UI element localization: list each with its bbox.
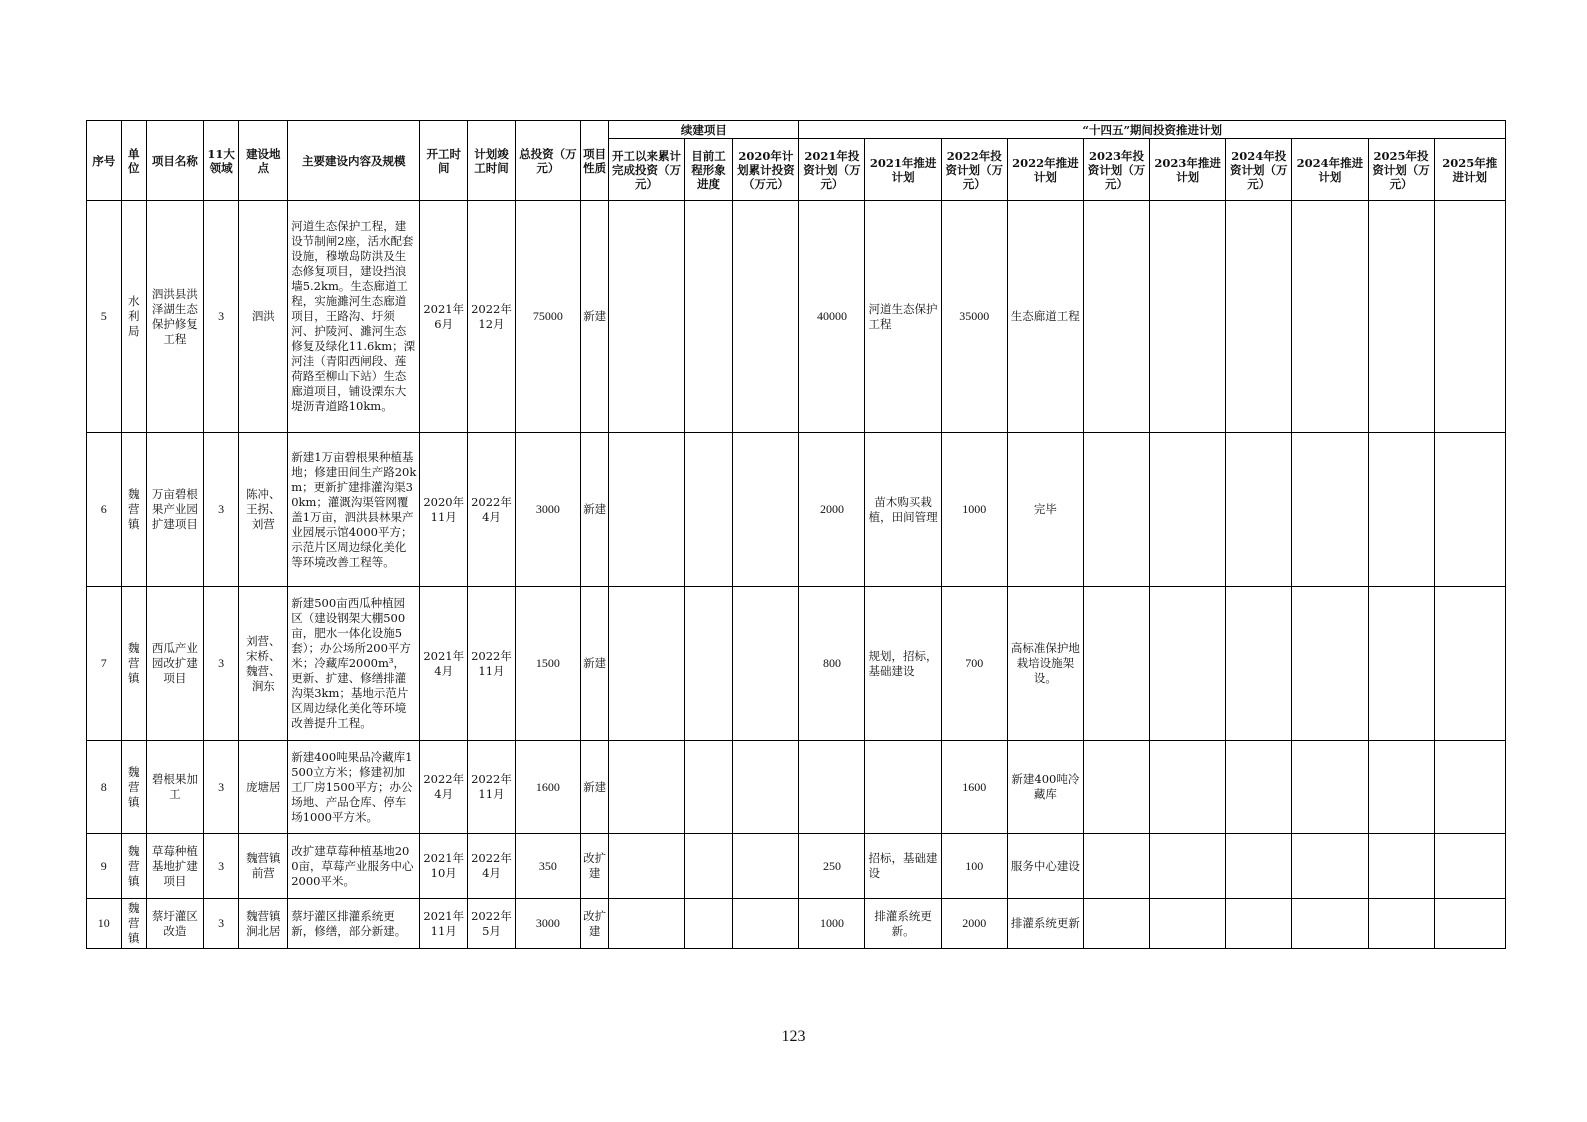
cell-y2023-inv: [1083, 433, 1149, 587]
cell-cont-2020: [733, 741, 799, 834]
cell-unit: 魏营镇: [121, 741, 146, 834]
cell-y2023-plan: [1150, 201, 1226, 433]
cell-y2023-inv: [1083, 741, 1149, 834]
cell-seq: 5: [87, 201, 122, 433]
table-row: [87, 834, 1506, 899]
cell-y2022-plan: 排灌系统更新: [1007, 899, 1083, 949]
cell-y2021-plan: 河道生态保护工程: [865, 201, 941, 433]
cell-name: 泗洪县洪泽湖生态保护修复工程: [146, 201, 203, 433]
cell-cont-progress: [684, 834, 733, 899]
cell-seq: 7: [87, 587, 122, 741]
col-header-2025-plan: 2025年推进计划: [1434, 139, 1505, 201]
cell-content: 新建400吨果品冷藏库1500立方米；修建初加工厂房1500平方；办公场地、产品仓库、停车场1000平方米。: [288, 741, 420, 834]
cell-cont-cum: [609, 587, 684, 741]
cell-seq: 10: [87, 899, 122, 949]
cell-y2024-inv: [1226, 587, 1292, 741]
cell-y2021-plan: 苗木购买栽植，田间管理: [865, 433, 941, 587]
cell-y2025-inv: [1368, 587, 1434, 741]
cell-content: 河道生态保护工程，建设节制闸2座，活水配套设施，穆墩岛防洪及生态修复项目，建设挡浪墙5.2km。生态廊道工程，实施濉河生态廊道项目，王路沟、圩须河、护陵河、濉河生态修复及绿化11.6km；溧河洼（青阳西闸段、莲荷路至柳山下站）生态廊道项目，铺设溧东大堤沥青道路10km。: [288, 201, 420, 433]
cell-location: 魏营镇涧北居: [239, 899, 288, 949]
group-header-plan: “十四五”期间投资推进计划: [799, 121, 1506, 139]
cell-start: 2021年10月: [420, 834, 468, 899]
cell-y2025-inv: [1368, 433, 1434, 587]
cell-cont-progress: [684, 899, 733, 949]
cell-cont-2020: [733, 899, 799, 949]
cell-content: 新建1万亩碧根果种植基地；修建田间生产路20km；更新扩建排灌沟渠30km；灌溉沟渠管网覆盖1万亩，泗洪县林果产业园展示馆4000平方；示范片区周边绿化美化等环境改善工程等。: [288, 433, 420, 587]
cell-y2024-plan: [1292, 433, 1368, 587]
cell-unit: 水利局: [121, 201, 146, 433]
cell-nature: 改扩建: [580, 834, 608, 899]
cell-seq: 9: [87, 834, 122, 899]
cell-location: 泗洪: [239, 201, 288, 433]
cell-cont-cum: [609, 433, 684, 587]
cell-location: 刘营、宋桥、魏营、涧东: [239, 587, 288, 741]
col-header-name: 项目名称: [146, 121, 203, 201]
cell-y2022-plan: 完毕: [1007, 433, 1083, 587]
col-header-field: 11大领域: [203, 121, 239, 201]
col-header-cont-progress: 目前工程形象进度: [684, 139, 733, 201]
cell-nature: 新建: [580, 433, 608, 587]
cell-finish: 2022年11月: [468, 587, 516, 741]
cell-field: 3: [203, 834, 239, 899]
cell-cont-progress: [684, 433, 733, 587]
cell-total: 1600: [515, 741, 580, 834]
cell-total: 3000: [515, 899, 580, 949]
cell-field: 3: [203, 433, 239, 587]
group-header-continuing: 续建项目: [609, 121, 799, 139]
page-number: 123: [781, 1028, 806, 1045]
cell-y2022-plan: 服务中心建设: [1007, 834, 1083, 899]
cell-y2025-inv: [1368, 741, 1434, 834]
cell-unit: 魏营镇: [121, 899, 146, 949]
cell-start: 2021年4月: [420, 587, 468, 741]
cell-y2022-plan: 生态廊道工程: [1007, 201, 1083, 433]
cell-field: 3: [203, 201, 239, 433]
cell-y2021-plan: 招标，基础建设: [865, 834, 941, 899]
table-body: [87, 201, 1506, 949]
col-header-finish: 计划竣工时间: [468, 121, 516, 201]
col-header-2022-inv: 2022年投资计划（万元）: [941, 139, 1007, 201]
col-header-2024-inv: 2024年投资计划（万元）: [1226, 139, 1292, 201]
cell-y2025-plan: [1434, 587, 1505, 741]
col-header-nature: 项目性质: [580, 121, 608, 201]
cell-cont-progress: [684, 587, 733, 741]
cell-y2023-plan: [1150, 741, 1226, 834]
cell-finish: 2022年4月: [468, 433, 516, 587]
cell-name: 草莓种植基地扩建项目: [146, 834, 203, 899]
cell-y2022-inv: 700: [941, 587, 1007, 741]
cell-nature: 改扩建: [580, 899, 608, 949]
cell-y2022-inv: 100: [941, 834, 1007, 899]
cell-name: 蔡圩灌区改造: [146, 899, 203, 949]
cell-y2023-plan: [1150, 834, 1226, 899]
cell-y2025-plan: [1434, 834, 1505, 899]
cell-y2025-inv: [1368, 201, 1434, 433]
col-header-cont-cum: 开工以来累计完成投资（万元）: [609, 139, 684, 201]
cell-y2023-plan: [1150, 587, 1226, 741]
cell-y2024-inv: [1226, 899, 1292, 949]
col-header-2022-plan: 2022年推进计划: [1007, 139, 1083, 201]
cell-finish: 2022年4月: [468, 834, 516, 899]
cell-y2022-plan: 高标准保护地栽培设施架设。: [1007, 587, 1083, 741]
cell-nature: 新建: [580, 587, 608, 741]
cell-location: 陈冲、王拐、刘营: [239, 433, 288, 587]
cell-y2025-inv: [1368, 899, 1434, 949]
cell-total: 75000: [515, 201, 580, 433]
cell-y2025-plan: [1434, 741, 1505, 834]
cell-start: 2022年4月: [420, 741, 468, 834]
cell-y2021-inv: 1000: [799, 899, 865, 949]
col-header-2023-inv: 2023年投资计划（万元）: [1083, 139, 1149, 201]
cell-y2021-inv: [799, 741, 865, 834]
cell-cont-progress: [684, 741, 733, 834]
cell-y2023-inv: [1083, 834, 1149, 899]
investment-plan-table: [86, 120, 1506, 949]
cell-field: 3: [203, 899, 239, 949]
cell-y2021-inv: 250: [799, 834, 865, 899]
cell-seq: 6: [87, 433, 122, 587]
cell-y2024-inv: [1226, 433, 1292, 587]
cell-y2024-plan: [1292, 899, 1368, 949]
cell-unit: 魏营镇: [121, 587, 146, 741]
cell-name: 碧根果加工: [146, 741, 203, 834]
cell-start: 2021年6月: [420, 201, 468, 433]
cell-y2021-plan: 规划，招标，基础建设: [865, 587, 941, 741]
cell-y2021-plan: [865, 741, 941, 834]
cell-nature: 新建: [580, 201, 608, 433]
cell-y2021-plan: 排灌系统更新。: [865, 899, 941, 949]
col-header-cont-2020: 2020年计划累计投资（万元）: [733, 139, 799, 201]
cell-location: 庞塘居: [239, 741, 288, 834]
col-header-2025-inv: 2025年投资计划（万元）: [1368, 139, 1434, 201]
cell-y2022-plan: 新建400吨冷藏库: [1007, 741, 1083, 834]
cell-y2021-inv: 2000: [799, 433, 865, 587]
cell-field: 3: [203, 587, 239, 741]
cell-cont-progress: [684, 201, 733, 433]
cell-y2025-plan: [1434, 201, 1505, 433]
cell-total: 350: [515, 834, 580, 899]
table-row: [87, 741, 1506, 834]
cell-finish: 2022年12月: [468, 201, 516, 433]
header-row-group: [87, 121, 1506, 139]
col-header-start: 开工时间: [420, 121, 468, 201]
cell-y2025-inv: [1368, 834, 1434, 899]
col-header-2021-plan: 2021年推进计划: [865, 139, 941, 201]
cell-y2025-plan: [1434, 899, 1505, 949]
cell-unit: 魏营镇: [121, 433, 146, 587]
cell-cont-cum: [609, 201, 684, 433]
cell-y2022-inv: 1600: [941, 741, 1007, 834]
cell-y2024-inv: [1226, 834, 1292, 899]
cell-y2025-plan: [1434, 433, 1505, 587]
cell-start: 2021年11月: [420, 899, 468, 949]
cell-y2021-inv: 800: [799, 587, 865, 741]
cell-content: 改扩建草莓种植基地200亩，草莓产业服务中心2000平米。: [288, 834, 420, 899]
cell-y2022-inv: 1000: [941, 433, 1007, 587]
col-header-content: 主要建设内容及规模: [288, 121, 420, 201]
cell-total: 3000: [515, 433, 580, 587]
cell-finish: 2022年5月: [468, 899, 516, 949]
cell-start: 2020年11月: [420, 433, 468, 587]
col-header-seq: 序号: [87, 121, 122, 201]
table-row: [87, 587, 1506, 741]
cell-finish: 2022年11月: [468, 741, 516, 834]
cell-cont-cum: [609, 834, 684, 899]
table-row: [87, 433, 1506, 587]
col-header-unit: 单位: [121, 121, 146, 201]
cell-cont-2020: [733, 834, 799, 899]
col-header-2021-inv: 2021年投资计划（万元）: [799, 139, 865, 201]
cell-y2023-inv: [1083, 201, 1149, 433]
cell-y2023-inv: [1083, 587, 1149, 741]
cell-content: 蔡圩灌区排灌系统更新，修缮，部分新建。: [288, 899, 420, 949]
cell-cont-2020: [733, 433, 799, 587]
cell-cont-cum: [609, 741, 684, 834]
cell-name: 西瓜产业园改扩建项目: [146, 587, 203, 741]
cell-location: 魏营镇前营: [239, 834, 288, 899]
cell-field: 3: [203, 741, 239, 834]
cell-y2023-plan: [1150, 433, 1226, 587]
cell-y2023-plan: [1150, 899, 1226, 949]
cell-y2024-plan: [1292, 201, 1368, 433]
cell-cont-2020: [733, 201, 799, 433]
col-header-2023-plan: 2023年推进计划: [1150, 139, 1226, 201]
cell-y2022-inv: 35000: [941, 201, 1007, 433]
col-header-2024-plan: 2024年推进计划: [1292, 139, 1368, 201]
cell-total: 1500: [515, 587, 580, 741]
col-header-location: 建设地点: [239, 121, 288, 201]
cell-cont-2020: [733, 587, 799, 741]
cell-name: 万亩碧根果产业园扩建项目: [146, 433, 203, 587]
cell-content: 新建500亩西瓜种植园区（建设钢架大棚500亩，肥水一体化设施5套）；办公场所200平方米；冷藏库2000m³，更新、扩建、修缮排灌沟渠3km；基地示范片区周边绿化美化等环境改善提升工程。: [288, 587, 420, 741]
cell-y2023-inv: [1083, 899, 1149, 949]
col-header-total: 总投资（万元）: [515, 121, 580, 201]
cell-y2024-plan: [1292, 741, 1368, 834]
cell-nature: 新建: [580, 741, 608, 834]
table-row: [87, 899, 1506, 949]
table-row: [87, 201, 1506, 433]
cell-seq: 8: [87, 741, 122, 834]
cell-y2024-inv: [1226, 741, 1292, 834]
cell-y2024-inv: [1226, 201, 1292, 433]
cell-y2024-plan: [1292, 834, 1368, 899]
cell-y2022-inv: 2000: [941, 899, 1007, 949]
cell-y2021-inv: 40000: [799, 201, 865, 433]
cell-unit: 魏营镇: [121, 834, 146, 899]
cell-y2024-plan: [1292, 587, 1368, 741]
cell-cont-cum: [609, 899, 684, 949]
